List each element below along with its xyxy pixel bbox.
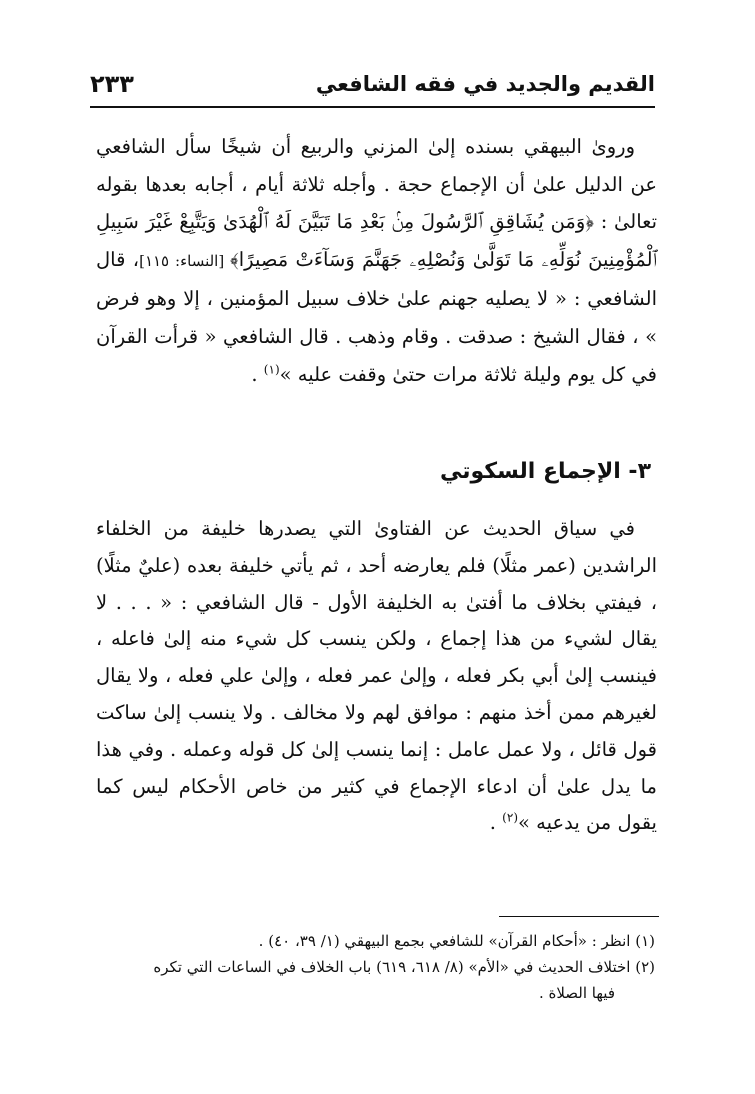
paragraph [96,128,657,393]
section-body [96,511,657,842]
paragraph-end: . [251,362,264,386]
section-paragraph-text: في سياق الحديث عن الفتاوىٰ التي يصدرها خليفة من الخلفاء الراشدين (عمر مثلًا) فلم يعارضه أحد ، ثم يأتي خليفة بعده (عليٌ مثلًا) ، فيفتي بخلاف ما أفتىٰ به الخليفة الأول - قال الشافعي : « . . . لا يقال لشيء من هذا إجماع ، ولكن ينسب كل شيء منه إلىٰ فاعله ، فينسب إلىٰ أبي بكر فعله ، وإلىٰ عمر فعله ، وإلىٰ علي فعله ، ولا يقال لغيرهم ممن أخذ منهم : موافق لهم ولا مخالف . ولا ينسب إلىٰ ساكت قول قائل ، ولا عمل عامل : إنما ينسب إلىٰ كل قوله وعمله . وفي هذا ما يدل علىٰ أن ادعاء الإجماع في كثير من خاص الأحكام ليس كما يقول من يدعيه » [96,517,657,835]
paragraph-end: . [489,811,503,835]
paragraph-bayhaqi-narration [96,128,657,393]
footnote-marker-1[interactable]: (١) [263,362,280,377]
footnotes [96,928,655,1006]
footnote-2: (٢) اختلاف الحديث في «الأم» (٨/ ٦١٨، ٦١٩) باب الخلاف في الساعات التي تكره [153,958,655,976]
section-heading: ٣- الإجماع السكوتي [440,459,651,484]
quran-verse: ﴿وَمَن يُشَاقِقِ ٱلرَّسُولَ مِنۢ بَعْدِ مَا تَبَيَّنَ لَهُ ٱلْهُدَىٰ وَيَتَّبِعْ غَيْرَ سَبِيلِ ٱلْمُؤْمِنِينَ نُوَلِّهِۦ مَا تَوَلَّىٰ وَنُصْلِهِۦ جَهَنَّمَ وَسَآءَتْ مَصِيرًا﴾ [96,210,657,271]
running-title: القديم والجديد في فقه الشافعي [315,72,655,96]
footnote-1: (١) انظر : «أحكام القرآن» للشافعي بجمع البيهقي (١/ ٣٩، ٤٠) . [258,932,655,950]
paragraph-text-before-verse: وروىٰ البيهقي بسنده إلىٰ المزني والربيع أن شيخًا سأل الشافعي عن الدليل علىٰ أن الإجماع حجة . وأجله ثلاثة أيام ، أجابه بعدها بقوله تعالىٰ : [96,135,658,234]
verse-reference: [النساء: ١١٥] [139,251,231,270]
footnote-2-continuation: فيها الصلاة . [538,984,615,1002]
page-header [90,62,655,108]
footnote-divider [499,916,659,917]
footnote-marker-2[interactable]: (٢) [502,810,518,825]
page-number: ٢٣٣ [90,70,134,98]
paragraph-text-after-verse: ، قال الشافعي : « لا يصليه جهنم علىٰ خلاف سبيل المؤمنين ، إلا وهو فرض » ، فقال الشيخ : صدقت . وقام وذهب . قال الشافعي « قرأت القرآن في كل يوم وليلة ثلاثة مرات حتىٰ وقفت عليه » [96,247,657,386]
paragraph [96,511,657,842]
